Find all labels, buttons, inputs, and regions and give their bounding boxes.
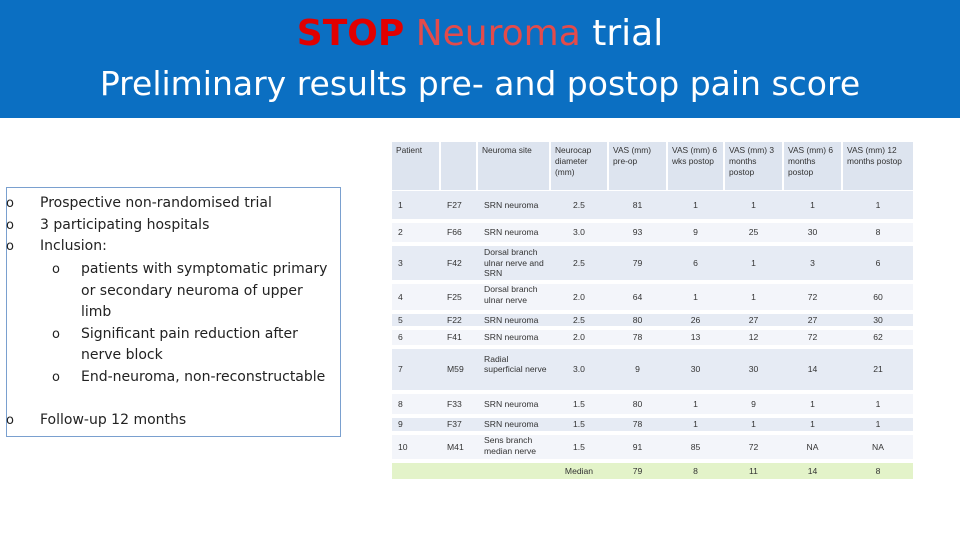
table-cell: 8 bbox=[398, 398, 403, 409]
table-cell: NA bbox=[872, 441, 884, 452]
table-cell: 72 bbox=[807, 332, 818, 343]
table-cell: Dorsal branch ulnar nerve bbox=[484, 284, 538, 305]
bullet-text: End-neuroma, non-reconstructable bbox=[81, 369, 326, 385]
table-cell: 2.0 bbox=[573, 291, 585, 302]
table-cell: 9 bbox=[751, 398, 756, 409]
bullet-item bbox=[81, 345, 163, 366]
table-cell: 1 bbox=[751, 257, 756, 268]
table-cell: F33 bbox=[447, 398, 462, 409]
table-header-cell: Patient bbox=[392, 142, 439, 190]
table-cell: 6 bbox=[875, 257, 881, 268]
bullet-item bbox=[6, 236, 107, 257]
table-cell: 1 bbox=[693, 398, 698, 409]
table-cell: 1 bbox=[875, 398, 881, 409]
bullet-marker: o bbox=[6, 218, 14, 233]
table-header-cell bbox=[441, 142, 476, 190]
table-cell: SRN neuroma bbox=[484, 398, 539, 409]
bullet-text: Prospective non-randomised trial bbox=[40, 195, 272, 211]
table-cell: F25 bbox=[447, 291, 462, 302]
table-cell: F42 bbox=[447, 257, 462, 268]
median-cell: 8 bbox=[693, 465, 698, 476]
table-cell: 1 bbox=[810, 199, 815, 210]
table-cell: 78 bbox=[632, 332, 643, 343]
bullet-item bbox=[81, 302, 111, 323]
bullet-text: patients with symptomatic primary bbox=[81, 261, 328, 277]
table-cell: 93 bbox=[632, 227, 643, 238]
table-cell: 30 bbox=[748, 364, 759, 375]
table-header-cell: VAS (mm) 6 wks postop bbox=[668, 142, 723, 190]
median-cell: 14 bbox=[807, 465, 818, 476]
table-cell: 1.5 bbox=[573, 419, 585, 430]
table-cell: NA bbox=[806, 441, 819, 452]
bullet-item bbox=[6, 410, 187, 431]
table-cell: 3.0 bbox=[573, 364, 585, 375]
table-cell: 1 bbox=[693, 419, 698, 430]
bullet-item bbox=[6, 215, 210, 236]
bullet-item bbox=[81, 281, 303, 302]
table-cell: Dorsal branch ulnar nerve and SRN bbox=[484, 247, 544, 279]
table-cell: 81 bbox=[632, 199, 643, 210]
table-cell: 72 bbox=[807, 291, 818, 302]
bullet-text: nerve block bbox=[81, 347, 163, 363]
table-cell: M59 bbox=[447, 364, 464, 375]
bullet-marker: o bbox=[6, 239, 14, 254]
table-cell: 9 bbox=[693, 227, 698, 238]
table-cell: 1 bbox=[875, 419, 881, 430]
table-cell: 60 bbox=[873, 291, 883, 302]
table-cell: 6 bbox=[693, 257, 698, 268]
bullet-item bbox=[52, 367, 326, 388]
table-cell: 80 bbox=[632, 314, 643, 325]
table-cell: 2.5 bbox=[573, 199, 585, 210]
table-cell: 27 bbox=[748, 314, 759, 325]
table-header-cell: VAS (mm) 12 months postop bbox=[843, 142, 913, 190]
table-cell: SRN neuroma bbox=[484, 227, 539, 238]
table-cell: 3 bbox=[810, 257, 815, 268]
slide-subtitle: Preliminary results pre- and postop pain score bbox=[99, 64, 861, 103]
table-cell: 27 bbox=[807, 314, 818, 325]
title-banner bbox=[0, 0, 960, 118]
bullet-marker: o bbox=[52, 370, 60, 385]
table-cell: 1 bbox=[693, 291, 698, 302]
table-cell: 5 bbox=[398, 314, 403, 325]
table-cell: 9 bbox=[398, 419, 403, 430]
bullet-text: 3 participating hospitals bbox=[40, 217, 210, 233]
slide-title bbox=[0, 12, 960, 56]
title-trial: trial bbox=[592, 13, 664, 54]
table-header-cell: Neuroma site bbox=[478, 142, 549, 190]
table-cell: 2.0 bbox=[573, 332, 585, 343]
table-cell: 1 bbox=[810, 398, 815, 409]
table-cell: 1.5 bbox=[573, 441, 585, 452]
table-cell: 7 bbox=[398, 364, 403, 375]
table-cell: F41 bbox=[447, 332, 462, 343]
table-cell: SRN neuroma bbox=[484, 314, 539, 325]
bullet-text: or secondary neuroma of upper bbox=[81, 283, 303, 299]
table-cell: 91 bbox=[632, 441, 643, 452]
table-cell: 14 bbox=[807, 364, 818, 375]
table-header-cell: VAS (mm) 3 months postop bbox=[725, 142, 782, 190]
table-cell: 62 bbox=[873, 332, 883, 343]
bullet-item bbox=[52, 259, 328, 280]
table-cell: F27 bbox=[447, 199, 462, 210]
table-cell: 2.5 bbox=[573, 257, 585, 268]
table-cell: SRN neuroma bbox=[484, 199, 539, 210]
table-cell: M41 bbox=[447, 441, 464, 452]
table-cell: 13 bbox=[690, 332, 701, 343]
bullet-text: Significant pain reduction after bbox=[81, 326, 298, 342]
median-cell: 8 bbox=[875, 465, 881, 476]
table-cell: Radial superficial nerve bbox=[484, 353, 547, 375]
bullet-item bbox=[6, 193, 272, 214]
table-cell: 1 bbox=[751, 291, 756, 302]
table-cell: Sens branch median nerve bbox=[484, 435, 537, 456]
table-cell: 3.0 bbox=[573, 227, 585, 238]
table-cell: 21 bbox=[873, 364, 883, 375]
table-cell: SRN neuroma bbox=[484, 332, 539, 343]
table-cell: 1 bbox=[751, 419, 756, 430]
table-cell: 3 bbox=[398, 257, 403, 268]
table-cell: 30 bbox=[873, 314, 883, 325]
table-cell: 72 bbox=[748, 441, 759, 452]
table-cell: F37 bbox=[447, 419, 462, 430]
table-cell: 30 bbox=[690, 364, 701, 375]
table-cell: 85 bbox=[690, 441, 701, 452]
bullet-text: Inclusion: bbox=[40, 238, 107, 254]
table-cell: 1 bbox=[751, 199, 756, 210]
table-header-cell: Neurocap diameter (mm) bbox=[551, 142, 607, 190]
bullet-text: limb bbox=[81, 304, 112, 320]
table-cell: 64 bbox=[632, 291, 643, 302]
table-cell: 4 bbox=[398, 291, 403, 302]
table-cell: 30 bbox=[807, 227, 818, 238]
bullet-marker: o bbox=[6, 196, 14, 211]
title-neuroma: Neuroma bbox=[415, 13, 581, 54]
table-cell: 8 bbox=[875, 227, 881, 238]
table-cell: 1 bbox=[693, 199, 698, 210]
table-cell: SRN neuroma bbox=[484, 419, 539, 430]
bullet-marker: o bbox=[52, 327, 60, 342]
title-stop: STOP bbox=[296, 13, 405, 54]
table-cell: 79 bbox=[632, 257, 643, 268]
median-cell: 11 bbox=[749, 465, 758, 476]
median-cell: Median bbox=[564, 465, 594, 476]
table-cell: F66 bbox=[447, 227, 462, 238]
table-cell: F22 bbox=[447, 314, 462, 325]
table-cell: 80 bbox=[632, 398, 643, 409]
table-cell: 1 bbox=[810, 419, 815, 430]
table-cell: 25 bbox=[748, 227, 759, 238]
table-header-cell: VAS (mm) pre-op bbox=[609, 142, 666, 190]
table-cell: 1.5 bbox=[573, 398, 585, 409]
table-cell: 78 bbox=[632, 419, 643, 430]
table-cell: 12 bbox=[748, 332, 759, 343]
table-cell: 26 bbox=[690, 314, 701, 325]
table-cell: 2 bbox=[398, 227, 403, 238]
bullet-marker: o bbox=[6, 413, 14, 428]
table-cell: 2.5 bbox=[573, 314, 585, 325]
table-cell: 1 bbox=[875, 199, 881, 210]
bullet-marker: o bbox=[52, 262, 60, 277]
table-cell: 10 bbox=[398, 441, 408, 452]
table-cell: 9 bbox=[635, 364, 640, 375]
table-cell: 6 bbox=[398, 332, 403, 343]
table-header-cell: VAS (mm) 6 months postop bbox=[784, 142, 841, 190]
median-cell: 79 bbox=[632, 465, 643, 476]
bullet-text: Follow-up 12 months bbox=[40, 412, 187, 428]
bullet-item bbox=[52, 324, 298, 345]
table-cell: 1 bbox=[398, 199, 403, 210]
